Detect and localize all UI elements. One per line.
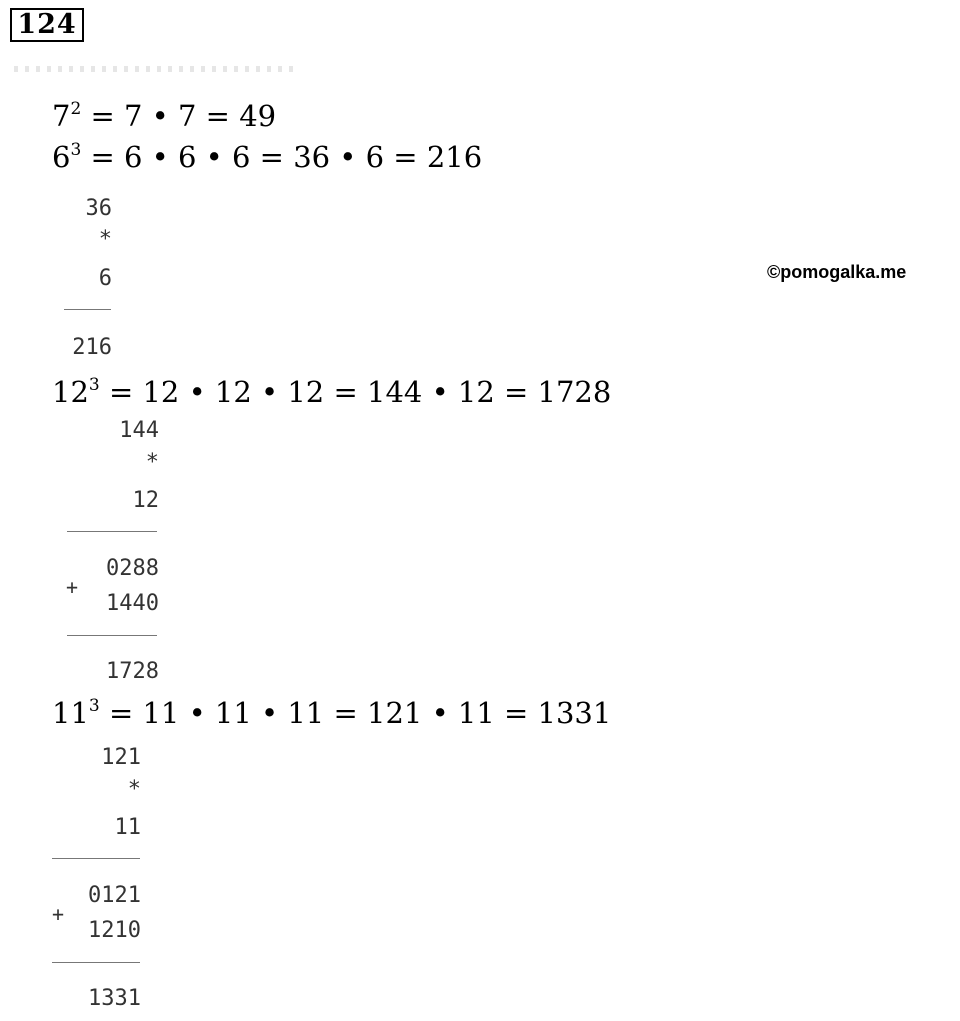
eq-exponent: 2: [70, 99, 82, 119]
equation-6-cubed: [52, 139, 482, 175]
eq-base: 6: [52, 140, 71, 174]
calc1-operator: *: [98, 227, 112, 252]
calc2-partial-2: 1440: [106, 591, 159, 616]
eq-base: 12: [52, 375, 89, 409]
eq-exponent: 3: [88, 375, 100, 395]
calc3-multiplier: 11: [114, 815, 141, 840]
eq-rest: = 12 • 12 • 12 = 144 • 12 = 1728: [99, 375, 612, 409]
watermark: ©pomogalka.me: [767, 262, 907, 282]
calc2-multiplicand: 144: [119, 418, 159, 443]
equation-11-cubed: [52, 695, 611, 731]
calc2-multiplier: 12: [132, 488, 159, 513]
calc2-partial-1: 0288: [106, 556, 159, 581]
calc2-operator: *: [145, 450, 159, 475]
calc2-divider-2: [67, 635, 157, 636]
calc3-partial-2: 1210: [88, 918, 141, 943]
eq-exponent: 3: [70, 140, 82, 160]
calc3-divider-1: [52, 858, 140, 859]
eq-rest: = 11 • 11 • 11 = 121 • 11 = 1331: [99, 696, 612, 730]
calc2-divider-1: [67, 531, 157, 532]
eq-base: 7: [52, 99, 71, 133]
eq-rest: = 7 • 7 = 49: [81, 99, 277, 133]
calc3-operator: *: [127, 777, 141, 802]
calc1-multiplicand: 36: [85, 196, 112, 221]
calc3-divider-2: [52, 962, 140, 963]
eq-exponent: 3: [88, 696, 100, 716]
eq-base: 11: [52, 696, 89, 730]
eq-rest: = 6 • 6 • 6 = 36 • 6 = 216: [81, 140, 483, 174]
equation-12-cubed: [52, 374, 611, 410]
calc2-result: 1728: [106, 659, 159, 684]
calc1-multiplier: 6: [98, 266, 112, 291]
calc1-divider: [64, 309, 111, 310]
calc1-result: 216: [72, 335, 112, 360]
equation-7-squared: [52, 98, 276, 134]
calc2-plus-sign: +: [66, 575, 79, 599]
calc3-result: 1331: [88, 986, 141, 1011]
calc3-partial-1: 0121: [88, 883, 141, 908]
problem-number: 124: [10, 8, 84, 42]
faint-scan-artifact: [14, 66, 294, 72]
calc3-plus-sign: +: [52, 902, 65, 926]
calc3-multiplicand: 121: [101, 745, 141, 770]
